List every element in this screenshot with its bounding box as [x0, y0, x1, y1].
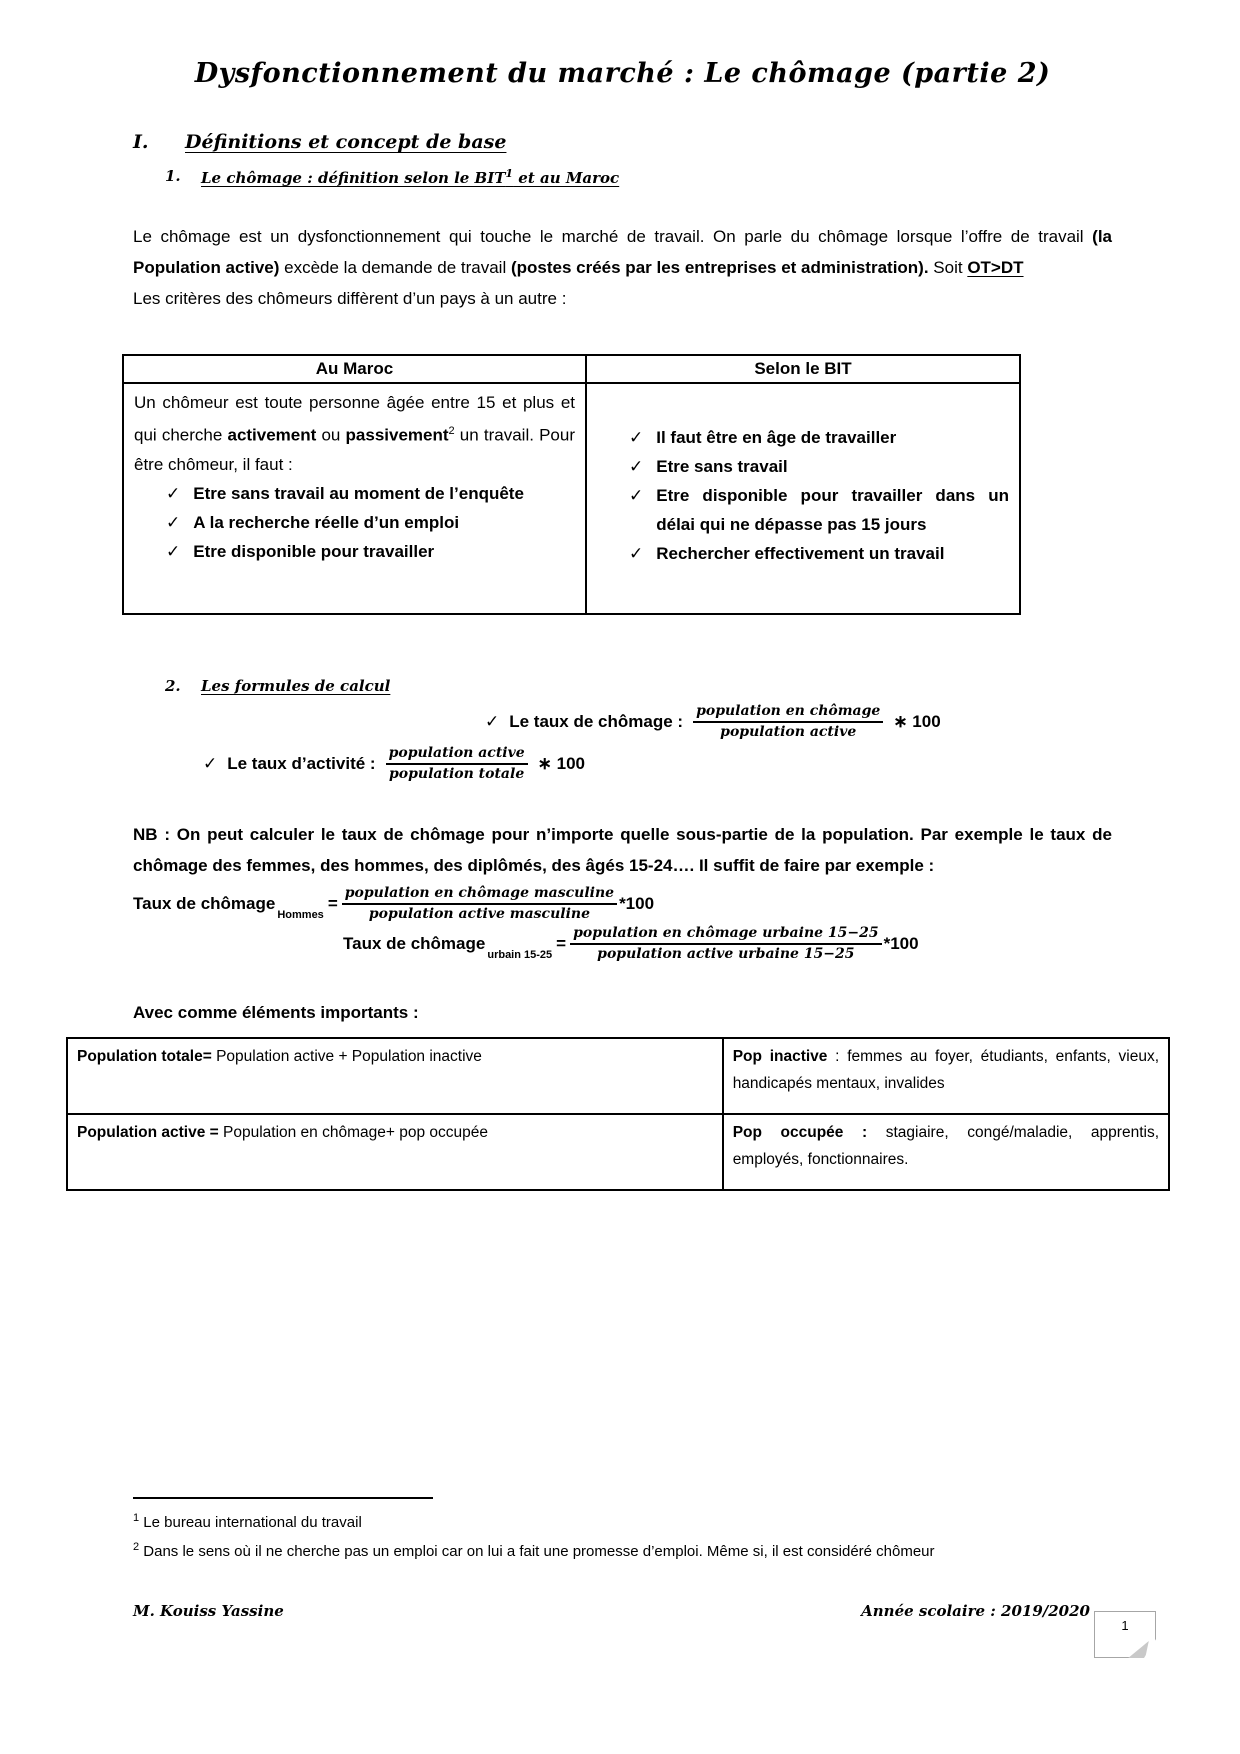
fraction-numerator: population en chômage masculine — [342, 885, 617, 905]
cell-rest: Population active + Population inactive — [211, 1048, 482, 1065]
cell-rest: stagiaire, congé/maladie, apprentis, employés, fonctionnaires. — [732, 1124, 1159, 1168]
maroc-run: ou — [316, 425, 346, 445]
check-icon: ✓ — [629, 457, 644, 476]
footnotes — [133, 1497, 1112, 1564]
school-year: Année scolaire : 2019/2020 — [861, 1602, 1090, 1620]
check-icon: ✓ — [166, 483, 181, 503]
formula-times: ∗ 100 — [537, 754, 586, 773]
pop-inactive-cell — [723, 1038, 1169, 1114]
maroc-run-bold: passivement — [345, 425, 449, 445]
fraction-denominator: population active — [720, 724, 857, 740]
bit-list-item — [597, 423, 1009, 452]
criteria-table-body-row — [123, 383, 1020, 614]
formula-subscript: urbain 15-25 — [487, 949, 553, 961]
formula-times: *100 — [883, 934, 919, 953]
maroc-item-text: Etre sans travail au moment de l’enquête — [193, 483, 524, 503]
elements-table — [66, 1037, 1170, 1191]
footnote-text: Dans le sens où il ne cherche pas un emploi car on lui a fait une promesse d’emploi. Même si, il est considéré chômeur — [139, 1543, 935, 1560]
maroc-run: Un chômeur est toute personne âgée entre 15 et plus et qui cherche — [134, 393, 575, 445]
fraction-numerator: population en chômage — [693, 703, 883, 723]
pop-occupee-cell — [723, 1114, 1169, 1190]
maroc-run-bold: activement — [227, 425, 317, 445]
cell-lead-bold: Pop occupée : — [732, 1124, 868, 1141]
maroc-item-text: A la recherche réelle d’un emploi — [193, 512, 460, 532]
cell-lead-bold: Pop inactive — [732, 1048, 828, 1065]
criteria-table-header-row — [123, 355, 1020, 383]
fraction-denominator: population totale — [389, 766, 525, 782]
criteria-table — [122, 354, 1021, 615]
formula-taux-activite — [203, 745, 1112, 783]
bit-list-item — [597, 481, 1009, 539]
elements-row — [67, 1114, 1169, 1190]
footnote-ref-1: 1 — [505, 167, 514, 180]
page-title: Dysfonctionnement du marché : Le chômage (partie 2) — [194, 58, 1051, 89]
population-active-cell — [67, 1114, 723, 1190]
check-icon: ✓ — [629, 486, 644, 505]
bit-item-text: Rechercher effectivement un travail — [656, 544, 945, 563]
cell-lead-bold: Population totale= — [77, 1048, 212, 1065]
subsection-title-post: et au Maroc — [513, 169, 620, 187]
maroc-list-item — [134, 479, 575, 508]
subsection-title: Les formules de calcul — [201, 677, 391, 695]
intro-paragraph — [133, 221, 1112, 283]
intro-run-underline: OT>DT — [967, 258, 1024, 277]
formula-label: Le taux de chômage : — [509, 712, 684, 731]
check-icon: ✓ — [203, 754, 218, 773]
section-heading-1 — [133, 131, 1112, 153]
fraction-numerator: population en chômage urbaine 15−25 — [570, 925, 882, 945]
maroc-item-text: Etre disponible pour travailler — [193, 541, 435, 561]
section-title: Définitions et concept de base — [185, 131, 507, 153]
fraction-denominator: population active urbaine 15−25 — [597, 946, 855, 962]
page-content — [0, 58, 1240, 1191]
footnote-ref-2: 2 — [448, 425, 455, 437]
formula-taux-chomage-urbain — [343, 925, 1112, 963]
nb-paragraph: NB : On peut calculer le taux de chômage pour n’importe quelle sous-partie de la population. Par exemple le taux de chômage des femmes, des hommes, des diplômés, des âgés 15-24…. Il suffit de faire par exemple : — [133, 825, 1112, 875]
subsection-title — [201, 167, 619, 187]
fraction-numerator: population active — [386, 745, 528, 765]
page-number-box — [1094, 1611, 1156, 1658]
criteria-table-header-bit: Selon le BIT — [586, 355, 1020, 383]
formula-taux-chomage-hommes — [133, 885, 1112, 923]
subsection-title-pre: Le chômage : définition selon le BIT — [201, 169, 506, 187]
bit-list — [597, 388, 1009, 603]
subsection-heading-1 — [133, 167, 1112, 187]
formula-label: Taux de chômage — [133, 894, 276, 913]
footnote-number: 2 — [133, 1541, 140, 1553]
maroc-definition — [134, 388, 575, 479]
cell-rest: : femmes au foyer, étudiants, enfants, vieux, handicapés mentaux, invalides — [732, 1048, 1159, 1092]
subsection-heading-2 — [133, 677, 1112, 695]
intro-run-bold: (postes créés par les entreprises et administration). — [510, 258, 929, 277]
footnote-text: Le bureau international du travail — [139, 1514, 362, 1531]
section-numeral: I. — [133, 131, 149, 153]
formula-fraction — [570, 925, 882, 963]
elements-row — [67, 1038, 1169, 1114]
formula-fraction — [386, 745, 528, 783]
bit-cell — [586, 383, 1020, 614]
bit-item-text: Etre disponible pour travailler dans un délai qui ne dépasse pas 15 jours — [656, 486, 1009, 534]
page-number: 1 — [1121, 1618, 1129, 1633]
formula-taux-chomage — [485, 703, 1112, 741]
formula-label: Taux de chômage — [343, 934, 486, 953]
intro-run-bold: (la Population active) — [133, 227, 1112, 277]
bit-item-text: Etre sans travail — [656, 457, 788, 476]
formula-label: Le taux d’activité : — [227, 754, 376, 773]
cell-lead-bold: Population active = — [77, 1124, 219, 1141]
page-curl-cover — [1144, 1639, 1156, 1658]
intro-run: Le chômage est un dysfonctionnement qui touche le marché de travail. On parle du chômage lorsque l’offre de travail — [133, 227, 1093, 246]
criteria-table-header-maroc: Au Maroc — [123, 355, 586, 383]
formula-equals: = — [556, 934, 567, 953]
population-totale-cell — [67, 1038, 723, 1114]
formula-times: ∗ 100 — [893, 712, 941, 731]
cell-rest: Population en chômage+ pop occupée — [218, 1124, 488, 1141]
footnote-2 — [133, 1535, 1112, 1564]
subsection-number: 1. — [165, 167, 181, 185]
check-icon: ✓ — [485, 712, 500, 731]
bit-list-item — [597, 452, 1009, 481]
author-name: M. Kouiss Yassine — [133, 1602, 284, 1620]
intro-run: Soit — [928, 258, 968, 277]
maroc-list-item — [134, 537, 575, 566]
footnote-separator — [133, 1497, 433, 1499]
formula-fraction — [342, 885, 617, 923]
check-icon: ✓ — [629, 544, 644, 563]
check-icon: ✓ — [166, 541, 181, 561]
fraction-denominator: population active masculine — [368, 906, 590, 922]
formula-equals: = — [327, 894, 338, 913]
intro-run: excède la demande de travail — [279, 258, 511, 277]
formula-subscript: Hommes — [277, 909, 324, 921]
formula-fraction — [693, 703, 883, 741]
footnote-number: 1 — [133, 1512, 140, 1524]
maroc-run: un travail. Pour être chômeur, il faut : — [134, 425, 576, 474]
check-icon: ✓ — [629, 428, 644, 447]
bit-list-item — [597, 539, 1009, 568]
formula-times: *100 — [619, 894, 655, 913]
maroc-list-item — [134, 508, 575, 537]
criteria-line: Les critères des chômeurs diffèrent d’un pays à un autre : — [133, 289, 567, 308]
page-footer — [133, 1602, 1090, 1620]
subsection-number: 2. — [165, 677, 181, 695]
bit-item-text: Il faut être en âge de travailler — [656, 428, 897, 447]
maroc-cell — [123, 383, 586, 614]
check-icon: ✓ — [166, 512, 181, 532]
footnote-1 — [133, 1506, 1112, 1535]
elements-heading: Avec comme éléments importants : — [133, 1003, 419, 1022]
